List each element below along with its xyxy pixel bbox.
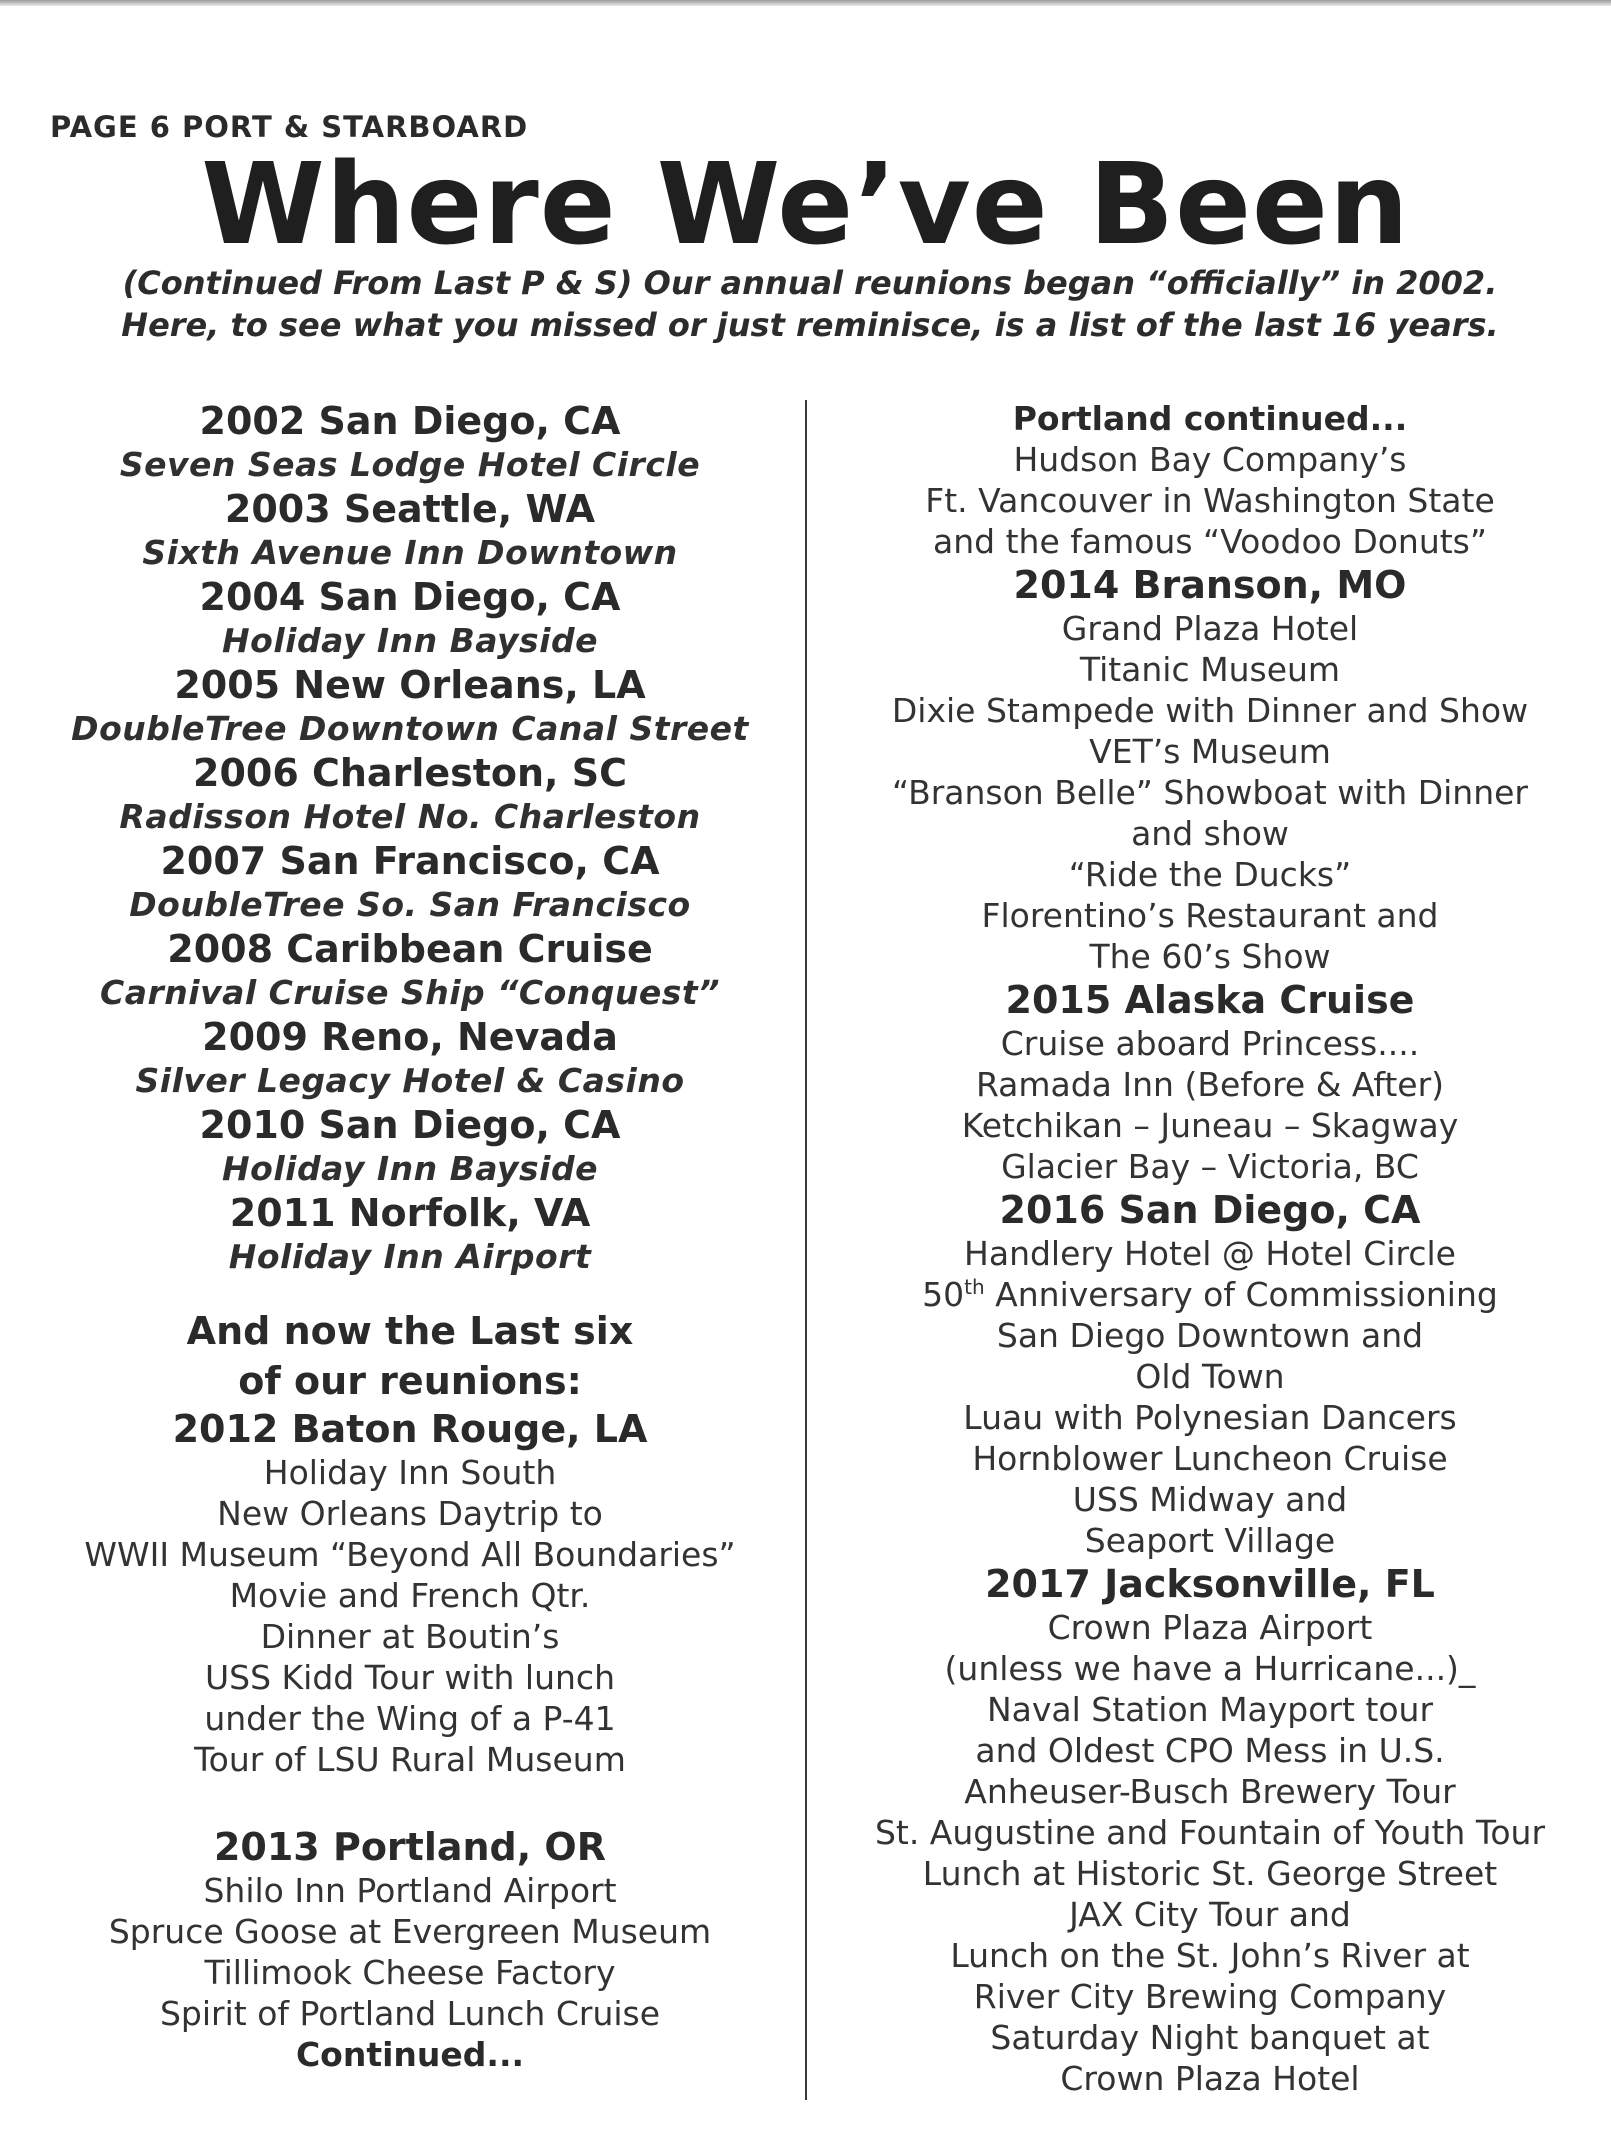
detail-line: Ramada Inn (Before & After) bbox=[975, 1065, 1445, 1104]
reunion-2011 bbox=[40, 1190, 780, 1278]
reunion-heading: 2003 Seattle, WA bbox=[224, 487, 596, 531]
detail-line: WWII Museum “Beyond All Boundaries” bbox=[84, 1535, 736, 1574]
reunion-2016 bbox=[840, 1187, 1580, 1561]
detail-line: Saturday Night banquet at bbox=[990, 2018, 1430, 2057]
continued-label: Continued... bbox=[295, 2035, 525, 2074]
page-title: Where We’ve Been bbox=[201, 140, 1410, 270]
reunion-2017 bbox=[840, 1561, 1580, 2099]
detail-line: Ft. Vancouver in Washington State bbox=[925, 481, 1495, 520]
reunion-2008 bbox=[40, 926, 780, 1014]
reunion-hotel: Holiday Inn Bayside bbox=[222, 621, 598, 660]
last-six-heading bbox=[40, 1306, 780, 1406]
detail-line: Anheuser-Busch Brewery Tour bbox=[964, 1772, 1456, 1811]
reunion-hotel: DoubleTree So. San Francisco bbox=[129, 885, 691, 924]
detail-line: Florentino’s Restaurant and bbox=[981, 896, 1439, 935]
reunion-hotel: DoubleTree Downtown Canal Street bbox=[71, 709, 749, 748]
detail-line: Glacier Bay – Victoria, BC bbox=[1001, 1147, 1419, 1186]
detail-line: Crown Plaza Airport bbox=[1047, 1608, 1373, 1647]
detail-line: Seaport Village bbox=[1084, 1521, 1336, 1560]
detail-line: USS Midway and bbox=[1072, 1480, 1348, 1519]
anniversary-text: Anniversary of Commissioning bbox=[984, 1275, 1498, 1314]
detail-line: Shilo Inn Portland Airport bbox=[203, 1871, 617, 1910]
detail-line: Crown Plaza Hotel bbox=[1060, 2059, 1360, 2098]
detail-line: and the famous “Voodoo Donuts” bbox=[933, 522, 1487, 561]
detail-line: and Oldest CPO Mess in U.S. bbox=[975, 1731, 1445, 1770]
detail-line: Tillimook Cheese Factory bbox=[204, 1953, 616, 1992]
detail-line: San Diego Downtown and bbox=[996, 1316, 1424, 1355]
detail-line: Luau with Polynesian Dancers bbox=[963, 1398, 1457, 1437]
detail-line: River City Brewing Company bbox=[973, 1977, 1447, 2016]
reunion-hotel: Silver Legacy Hotel & Casino bbox=[135, 1061, 685, 1100]
reunion-heading: 2017 Jacksonville, FL bbox=[985, 1562, 1435, 1606]
spacer bbox=[40, 1780, 780, 1824]
last-six-line-2: of our reunions: bbox=[238, 1359, 582, 1403]
detail-line: Naval Station Mayport tour bbox=[986, 1690, 1434, 1729]
detail-line: Lunch on the St. John’s River at bbox=[950, 1936, 1470, 1975]
detail-line: Handlery Hotel @ Hotel Circle bbox=[964, 1234, 1456, 1273]
reunion-hotel: Sixth Avenue Inn Downtown bbox=[142, 533, 678, 572]
detail-line: Cruise aboard Princess.... bbox=[1000, 1024, 1420, 1063]
reunion-2004 bbox=[40, 574, 780, 662]
intro-line-1: (Continued From Last P & S) Our annual reunions began “officially” in 2002. bbox=[122, 264, 1498, 302]
anniversary-ordinal: th bbox=[964, 1275, 985, 1299]
reunion-heading: 2002 San Diego, CA bbox=[199, 399, 621, 443]
reunion-hotel: Holiday Inn Bayside bbox=[222, 1149, 598, 1188]
reunion-2013 bbox=[40, 1824, 780, 2075]
reunion-heading: 2014 Branson, MO bbox=[1013, 563, 1407, 607]
detail-line: JAX City Tour and bbox=[1069, 1895, 1351, 1934]
last-six-line-1: And now the Last six bbox=[186, 1309, 634, 1353]
intro-line-2: Here, to see what you missed or just reminisce, is a list of the last 16 years. bbox=[121, 306, 1499, 344]
left-column bbox=[40, 398, 780, 2075]
detail-line: Spruce Goose at Evergreen Museum bbox=[108, 1912, 712, 1951]
reunion-hotel: Seven Seas Lodge Hotel Circle bbox=[119, 445, 701, 484]
portland-continued-heading: Portland continued... bbox=[1012, 399, 1408, 438]
detail-line: under the Wing of a P-41 bbox=[204, 1699, 616, 1738]
reunion-2007 bbox=[40, 838, 780, 926]
reunion-heading: 2015 Alaska Cruise bbox=[1005, 978, 1415, 1022]
detail-line: Old Town bbox=[1135, 1357, 1285, 1396]
reunion-hotel: Holiday Inn Airport bbox=[228, 1237, 592, 1276]
reunion-heading: 2007 San Francisco, CA bbox=[160, 839, 660, 883]
detail-line: “Branson Belle” Showboat with Dinner bbox=[892, 773, 1528, 812]
reunion-2010 bbox=[40, 1102, 780, 1190]
anniversary-line bbox=[840, 1274, 1580, 1315]
detail-line: Dinner at Boutin’s bbox=[260, 1617, 560, 1656]
reunion-2012 bbox=[40, 1406, 780, 1780]
reunion-heading: 2016 San Diego, CA bbox=[999, 1188, 1421, 1232]
reunion-heading: 2004 San Diego, CA bbox=[199, 575, 621, 619]
reunion-heading: 2006 Charleston, SC bbox=[193, 751, 627, 795]
reunion-heading: 2012 Baton Rouge, LA bbox=[172, 1407, 648, 1451]
reunion-hotel: Radisson Hotel No. Charleston bbox=[119, 797, 701, 836]
detail-line: (unless we have a Hurricane...)_ bbox=[944, 1649, 1476, 1688]
detail-line: “Ride the Ducks” bbox=[1068, 855, 1352, 894]
detail-line: and show bbox=[1131, 814, 1289, 853]
reunion-heading: 2011 Norfolk, VA bbox=[229, 1191, 591, 1235]
reunion-heading: 2013 Portland, OR bbox=[213, 1825, 606, 1869]
detail-line: Hornblower Luncheon Cruise bbox=[972, 1439, 1448, 1478]
detail-line: Ketchikan – Juneau – Skagway bbox=[961, 1106, 1459, 1145]
page-label: PAGE 6 PORT & STARBOARD bbox=[50, 110, 529, 144]
portland-continued bbox=[840, 398, 1580, 562]
reunion-2009 bbox=[40, 1014, 780, 1102]
reunion-heading: 2008 Caribbean Cruise bbox=[167, 927, 653, 971]
reunion-2005 bbox=[40, 662, 780, 750]
reunion-2014 bbox=[840, 562, 1580, 977]
detail-line: The 60’s Show bbox=[1089, 937, 1331, 976]
reunion-2006 bbox=[40, 750, 780, 838]
detail-line: Tour of LSU Rural Museum bbox=[194, 1740, 626, 1779]
detail-line: St. Augustine and Fountain of Youth Tour bbox=[874, 1813, 1546, 1852]
reunion-2003 bbox=[40, 486, 780, 574]
detail-line: Grand Plaza Hotel bbox=[1061, 609, 1359, 648]
detail-line: Hudson Bay Company’s bbox=[1013, 440, 1407, 479]
detail-line: Spirit of Portland Lunch Cruise bbox=[159, 1994, 661, 2033]
reunion-heading: 2005 New Orleans, LA bbox=[174, 663, 646, 707]
reunion-2002 bbox=[40, 398, 780, 486]
column-divider bbox=[805, 400, 807, 2100]
right-column bbox=[840, 398, 1580, 2099]
detail-line: USS Kidd Tour with lunch bbox=[204, 1658, 615, 1697]
reunion-heading: 2010 San Diego, CA bbox=[199, 1103, 621, 1147]
detail-line: VET’s Museum bbox=[1089, 732, 1331, 771]
detail-line: Movie and French Qtr. bbox=[229, 1576, 591, 1615]
detail-line: Dixie Stampede with Dinner and Show bbox=[891, 691, 1529, 730]
detail-line: Holiday Inn South bbox=[263, 1453, 557, 1492]
scan-edge bbox=[0, 0, 1611, 6]
reunion-heading: 2009 Reno, Nevada bbox=[202, 1015, 618, 1059]
reunion-2015 bbox=[840, 977, 1580, 1187]
detail-line: Titanic Museum bbox=[1079, 650, 1341, 689]
intro-text bbox=[70, 262, 1550, 346]
detail-line: Lunch at Historic St. George Street bbox=[922, 1854, 1498, 1893]
reunion-hotel: Carnival Cruise Ship “Conquest” bbox=[100, 973, 720, 1012]
anniversary-number: 50 bbox=[922, 1275, 965, 1314]
detail-line: New Orleans Daytrip to bbox=[217, 1494, 603, 1533]
